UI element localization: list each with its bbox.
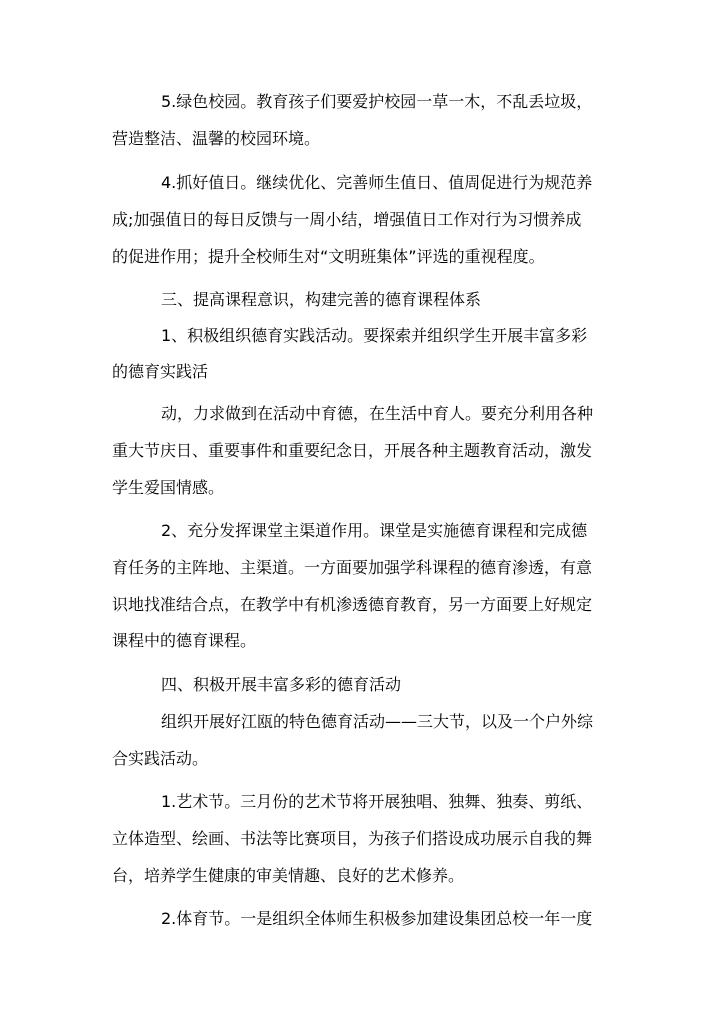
text-line: 的德育实践活 [112,362,209,381]
text-line: 2.体育节。一是组织全体师生积极参加建设集团总校一年一度 [161,909,593,928]
text-line: 合实践活动。 [112,749,209,768]
text-line: 营造整洁、温馨的校园环境。 [112,129,321,148]
text-line: 成;加强值日的每日反馈与一周小结，增强值日工作对行为习惯养成 [112,210,582,229]
text-line: 的促进作用；提升全校师生对“文明班集体”评选的重视程度。 [112,247,545,266]
text-line: 识地找准结合点，在教学中有机渗透德育教育，另一方面要上好规定 [112,595,593,614]
text-line: 2、充分发挥课堂主渠道作用。课堂是实施德育课程和完成德 [161,521,588,540]
text-line: 台，培养学生健康的审美情趣、良好的艺术修养。 [112,866,465,885]
section-heading: 四、积极开展丰富多彩的德育活动 [161,675,402,694]
text-line: 育任务的主阵地、主渠道。一方面要加强学科课程的德育渗透，有意 [112,558,593,577]
text-line: 1、积极组织德育实践活动。要探索并组织学生开展丰富多彩 [161,326,588,345]
text-line: 动，力求做到在活动中育德，在生活中育人。要充分利用各种 [161,404,594,423]
text-line: 学生爱国情感。 [112,478,225,497]
text-line: 5.绿色校园。教育孩子们要爱护校园一草一木，不乱丢垃圾， [161,92,593,111]
text-line: 重大节庆日、重要事件和重要纪念日，开展各种主题教育活动，激发 [112,441,593,460]
text-line: 4.抓好值日。继续优化、完善师生值日、值周促进行为规范养 [161,173,593,192]
section-heading: 三、提高课程意识，构建完善的德育课程体系 [161,290,482,309]
text-line: 1.艺术节。三月份的艺术节将开展独唱、独舞、独奏、剪纸、 [161,792,593,811]
text-line: 组织开展好江瓯的特色德育活动——三大节，以及一个户外综 [161,712,594,731]
text-line: 立体造型、绘画、书法等比赛项目，为孩子们搭设成功展示自我的舞 [112,829,593,848]
text-line: 课程中的德育课程。 [112,631,257,650]
